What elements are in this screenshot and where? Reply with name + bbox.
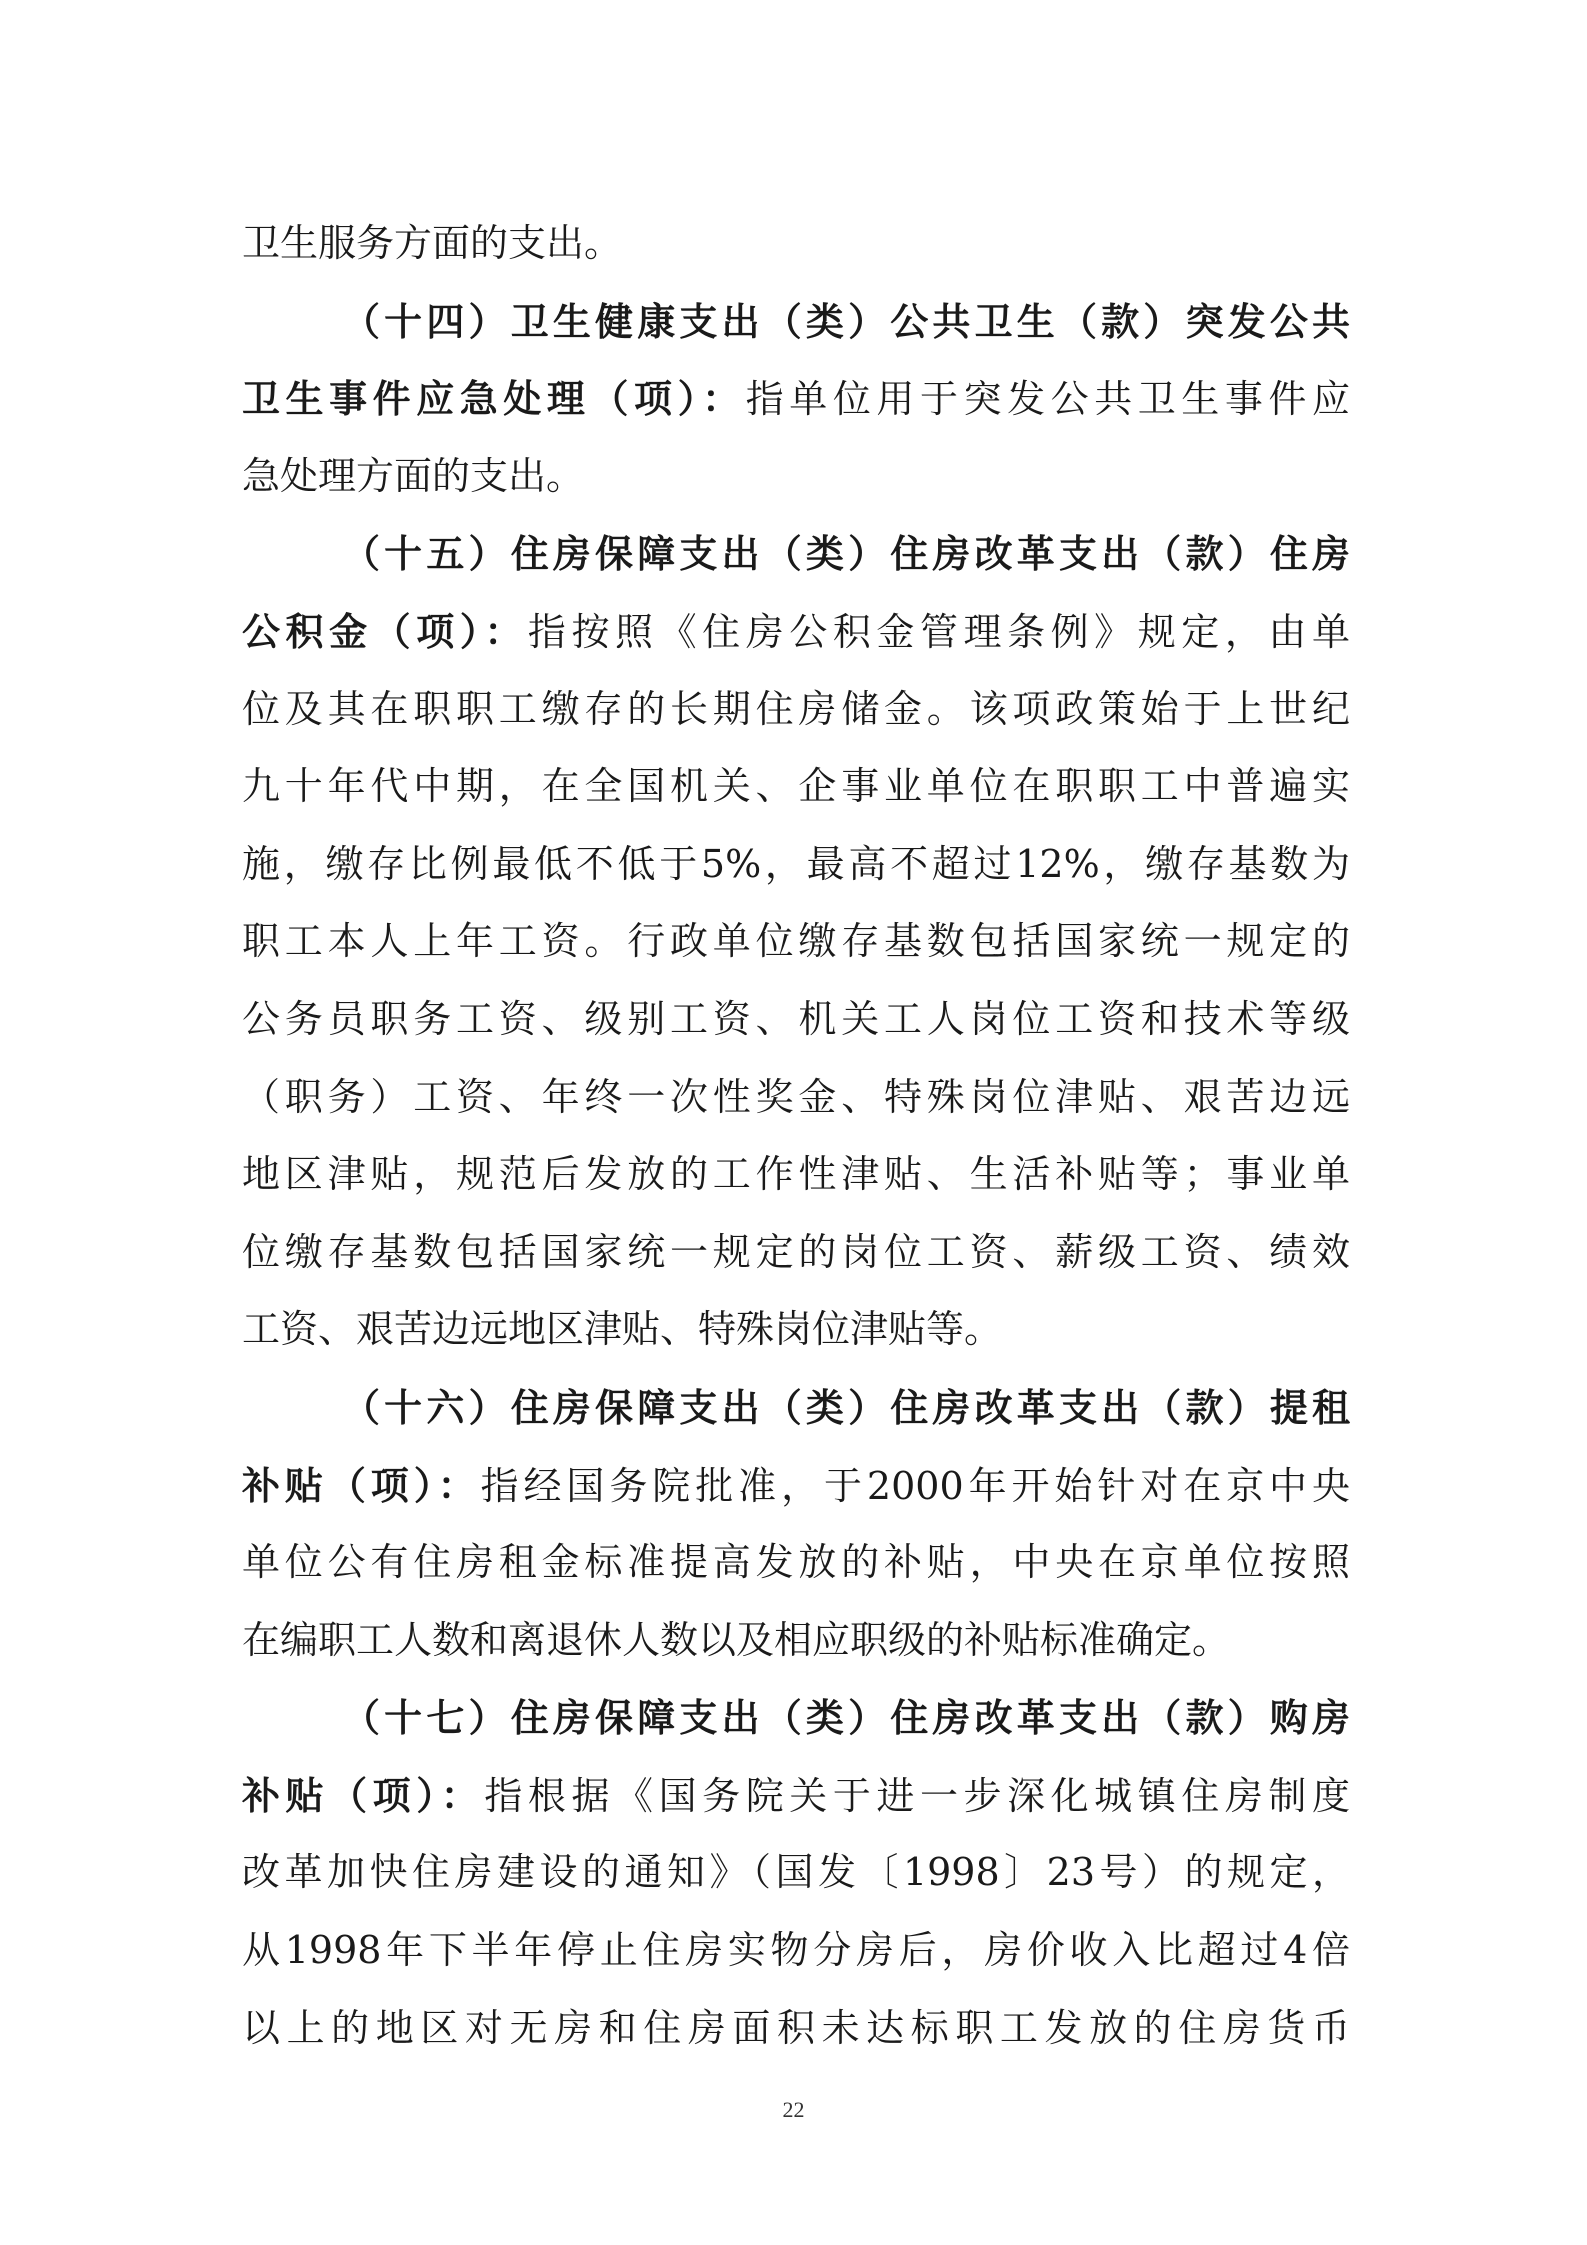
text-line	[242, 1912, 1350, 1990]
text-line	[242, 981, 1350, 1059]
text-run: 位缴存基数包括国家统一规定的岗位工资、薪级工资、绩效	[242, 1229, 1350, 1274]
text-line	[242, 205, 1350, 283]
text-run: （十七）住房保障支出（类）住房改革支出（款）购房	[342, 1695, 1350, 1741]
text-run: （十四）卫生健康支出（类）公共卫生（款）突发公共	[342, 298, 1350, 344]
page-number: 22	[782, 2097, 805, 2122]
section-heading-17	[242, 1679, 1350, 1757]
text-line	[242, 1834, 1350, 1912]
text-run: 指按照《住房公积金管理条例》规定，由单	[527, 609, 1350, 654]
text-line	[242, 1214, 1350, 1292]
text-line	[242, 903, 1350, 981]
text-run: （十六）住房保障支出（类）住房改革支出（款）提租	[342, 1384, 1350, 1430]
text-line	[242, 1059, 1350, 1137]
item-name: 补贴（项）：	[242, 1462, 481, 1508]
text-run: 指根据《国务院关于进一步深化城镇住房制度	[484, 1773, 1350, 1818]
item-name: 补贴（项）：	[242, 1772, 485, 1818]
text-run: 位及其在职职工缴存的长期住房储金。该项政策始于上世纪	[242, 686, 1350, 731]
text-run: 工资、艰苦边远地区津贴、特殊岗位津贴等。	[242, 1307, 1003, 1352]
text-run: 改革加快住房建设的通知》（国发〔1998〕23号）的规定，	[242, 1850, 1350, 1895]
text-run: 卫生服务方面的支出。	[242, 221, 623, 265]
text-run: 地区津贴，规范后发放的工作性津贴、生活补贴等；事业单	[242, 1152, 1350, 1197]
text-line	[242, 1136, 1350, 1214]
text-line	[242, 1602, 1350, 1680]
text-run: 公务员职务工资、级别工资、机关工人岗位工资和技术等级	[242, 996, 1350, 1041]
text-line	[242, 1990, 1350, 2068]
text-line	[242, 1291, 1350, 1369]
body-text	[242, 205, 1350, 2067]
text-run: 职工本人上年工资。行政单位缴存基数包括国家统一规定的	[242, 919, 1350, 964]
text-line	[242, 748, 1350, 826]
text-run: 急处理方面的支出。	[242, 453, 585, 498]
text-run: （职务）工资、年终一次性奖金、特殊岗位津贴、艰苦边远	[242, 1074, 1350, 1119]
text-line	[242, 360, 1350, 438]
section-heading-14	[242, 283, 1350, 361]
text-line	[242, 438, 1350, 516]
text-run: 指经国务院批准，于2000年开始针对在京中央	[480, 1463, 1350, 1508]
text-run: 施，缴存比例最低不低于5%，最高不超过12%，缴存基数为	[242, 841, 1350, 886]
text-line	[242, 826, 1350, 904]
text-line	[242, 1447, 1350, 1525]
section-heading-15	[242, 515, 1350, 593]
text-run: 从1998年下半年停止住房实物分房后，房价收入比超过4倍	[242, 1928, 1350, 1973]
section-heading-16	[242, 1369, 1350, 1447]
text-run: 以上的地区对无房和住房面积未达标职工发放的住房货币	[242, 2005, 1350, 2050]
text-line	[242, 593, 1350, 671]
text-run: 指单位用于突发公共卫生事件应	[745, 377, 1350, 422]
text-line	[242, 1757, 1350, 1835]
text-run: （十五）住房保障支出（类）住房改革支出（款）住房	[342, 531, 1350, 577]
item-name: 公积金（项）：	[242, 608, 528, 654]
text-run: 单位公有住房租金标准提高发放的补贴，中央在京单位按照	[242, 1540, 1350, 1585]
text-run: 九十年代中期，在全国机关、企事业单位在职职工中普遍实	[242, 764, 1350, 809]
text-line	[242, 671, 1350, 749]
text-run: 在编职工人数和离退休人数以及相应职级的补贴标准确定。	[242, 1617, 1231, 1662]
text-line	[242, 1524, 1350, 1602]
item-name: 卫生事件应急处理（项）：	[242, 376, 746, 422]
